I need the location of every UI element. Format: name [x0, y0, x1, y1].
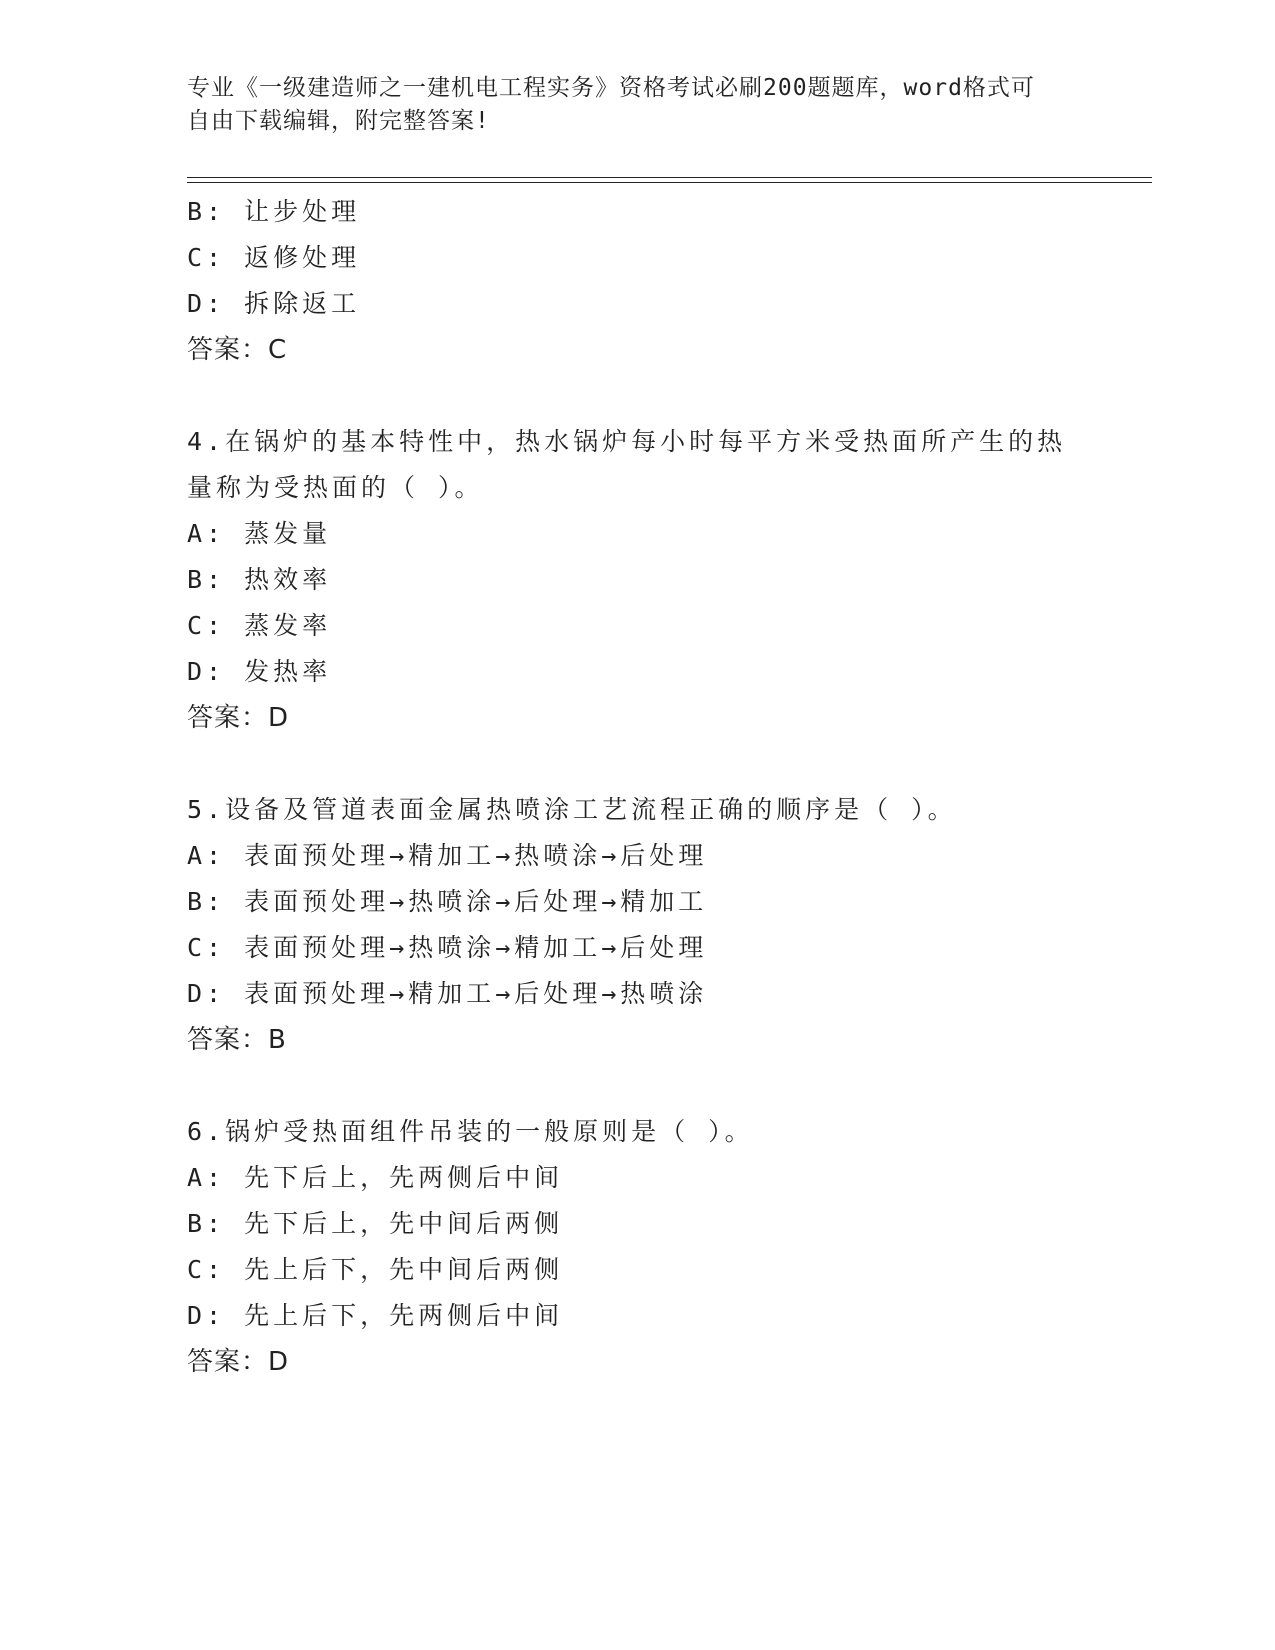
spacer	[187, 373, 1077, 419]
question-5	[187, 787, 1077, 1063]
answer-line: 答案：C	[187, 335, 288, 365]
header-line-1: 专业《一级建造师之一建机电工程实务》资格考试必刷200题题库，word格式可	[187, 75, 1035, 101]
option-b: B: 表面预处理→热喷涂→后处理→精加工	[187, 887, 708, 916]
answer-line: 答案：D	[187, 703, 290, 733]
option-c: C: 返修处理	[187, 243, 361, 272]
question-stem-line-1: 4.在锅炉的基本特性中，热水锅炉每小时每平方米受热面所产生的热	[187, 427, 1067, 456]
question-stem-line-1: 6.锅炉受热面组件吊装的一般原则是（ ）。	[187, 1117, 754, 1146]
option-d: D: 拆除返工	[187, 289, 361, 318]
option-b: B: 让步处理	[187, 197, 361, 226]
option-a: A: 先下后上，先两侧后中间	[187, 1163, 564, 1192]
option-c: C: 表面预处理→热喷涂→精加工→后处理	[187, 933, 708, 962]
option-d: D: 表面预处理→精加工→后处理→热喷涂	[187, 979, 708, 1008]
question-list	[187, 189, 1077, 1385]
header-divider-bottom	[187, 182, 1152, 183]
answer-line: 答案：B	[187, 1025, 287, 1055]
question-stem-line-2: 量称为受热面的（ ）。	[187, 473, 484, 502]
option-d: D: 发热率	[187, 657, 332, 686]
header-line-2: 自由下载编辑，附完整答案!	[187, 108, 490, 134]
header-divider-top	[187, 177, 1152, 178]
question-4	[187, 419, 1077, 741]
question-6	[187, 1109, 1077, 1385]
page-header	[187, 72, 1077, 138]
option-c: C: 蒸发率	[187, 611, 332, 640]
spacer	[187, 741, 1077, 787]
question-stem-line-1: 5.设备及管道表面金属热喷涂工艺流程正确的顺序是（ ）。	[187, 795, 957, 824]
spacer	[187, 1063, 1077, 1109]
option-c: C: 先上后下，先中间后两侧	[187, 1255, 564, 1284]
option-b: B: 热效率	[187, 565, 332, 594]
option-b: B: 先下后上，先中间后两侧	[187, 1209, 564, 1238]
option-a: A: 蒸发量	[187, 519, 332, 548]
answer-line: 答案：D	[187, 1347, 290, 1377]
option-d: D: 先上后下，先两侧后中间	[187, 1301, 564, 1330]
option-a: A: 表面预处理→精加工→热喷涂→后处理	[187, 841, 708, 870]
question-3	[187, 189, 1077, 373]
